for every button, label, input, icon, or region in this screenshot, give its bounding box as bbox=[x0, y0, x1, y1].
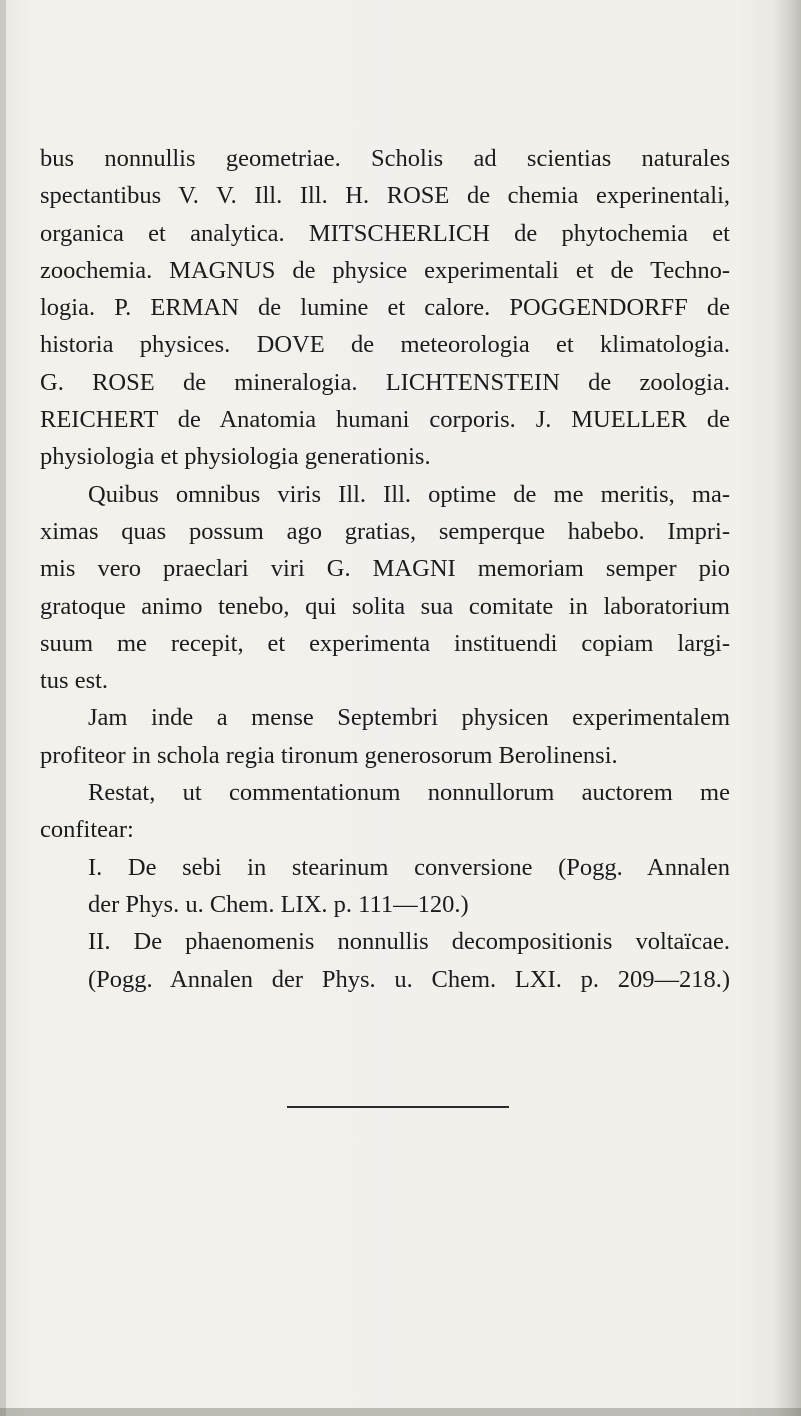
page-bottom-edge-shadow bbox=[0, 1408, 801, 1416]
text-line: organica et analytica. MITSCHERLICH de phytochemia et bbox=[40, 219, 730, 247]
list-item-2-continuation: (Pogg. Annalen der Phys. u. Chem. LXI. p. 209—218.) bbox=[88, 965, 730, 993]
text-line: REICHERT de Anatomia humani corporis. J. MUELLER de bbox=[40, 406, 730, 434]
text-line: confitear: bbox=[40, 816, 134, 844]
text-line: gratoque animo tenebo, qui solita sua comitate in laboratorium bbox=[40, 592, 730, 620]
text-line: ximas quas possum ago gratias, semperque habebo. Impri- bbox=[40, 517, 730, 545]
document-body bbox=[40, 140, 730, 998]
text-line: logia. P. ERMAN de lumine et calore. POGGENDORFF de bbox=[40, 294, 730, 322]
text-line: mis vero praeclari viri G. MAGNI memoriam semper pio bbox=[40, 555, 730, 583]
text-line: spectantibus V. V. Ill. Ill. H. ROSE de chemia experinentali, bbox=[40, 182, 730, 210]
text-line: zoochemia. MAGNUS de physice experimentali et de Techno- bbox=[40, 256, 730, 284]
text-line: tus est. bbox=[40, 667, 109, 695]
text-line: suum me recepit, et experimenta instituendi copiam largi- bbox=[40, 629, 730, 657]
page-right-edge-shadow bbox=[773, 0, 801, 1416]
closing-rule bbox=[287, 1106, 509, 1108]
text-line: Jam inde a mense Septembri physicen experimentalem bbox=[88, 704, 730, 732]
page-left-edge-shadow bbox=[0, 0, 6, 1416]
text-line: G. ROSE de mineralogia. LICHTENSTEIN de zoologia. bbox=[40, 368, 730, 396]
list-item-1-continuation: der Phys. u. Chem. LIX. p. 111—120.) bbox=[88, 890, 469, 918]
list-item-2: II. De phaenomenis nonnullis decompositionis voltaïcae. bbox=[88, 928, 730, 956]
text-line: Quibus omnibus viris Ill. Ill. optime de me meritis, ma- bbox=[88, 480, 730, 508]
text-line: bus nonnullis geometriae. Scholis ad scientias naturales bbox=[40, 145, 730, 172]
list-item-1: I. De sebi in stearinum conversione (Pogg. Annalen bbox=[88, 853, 730, 881]
text-line: Restat, ut commentationum nonnullorum auctorem me bbox=[88, 779, 730, 807]
text-line: physiologia et physiologia generationis. bbox=[40, 443, 431, 471]
text-line: historia physices. DOVE de meteorologia et klimatologia. bbox=[40, 331, 730, 359]
text-line: profiteor in schola regia tironum generosorum Berolinensi. bbox=[40, 741, 618, 769]
